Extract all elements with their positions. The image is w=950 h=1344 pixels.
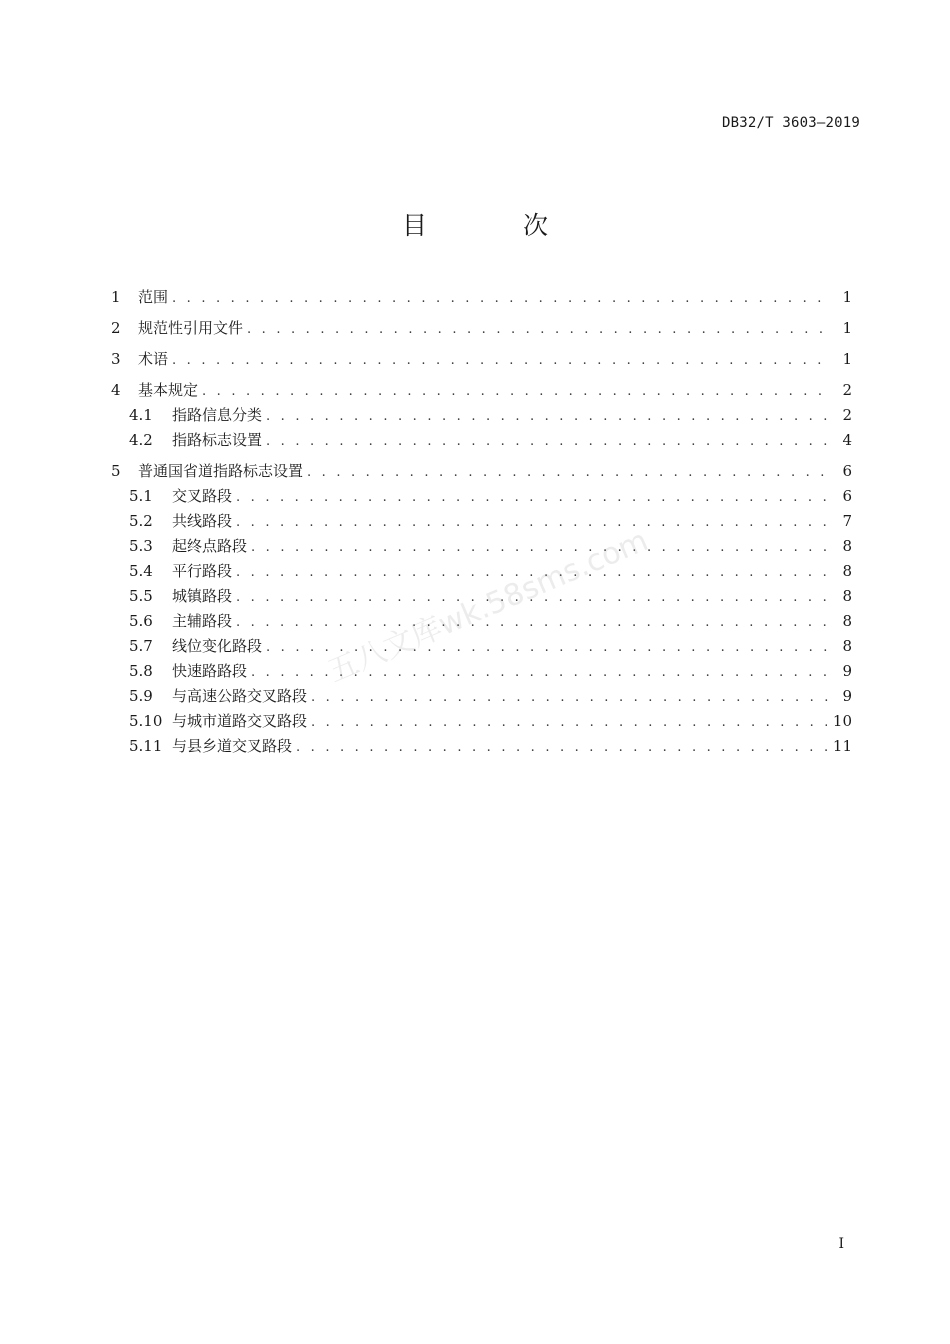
toc-dot-leader [266,404,830,429]
toc-dot-leader [236,510,830,535]
toc-dot-leader [266,635,830,660]
toc-entry[interactable] [111,428,852,453]
toc-dot-leader [202,379,830,404]
toc-dot-leader [307,460,830,485]
toc-entry-title[interactable]: 范围 [138,288,169,306]
toc-entry-title[interactable]: 指路信息分类 [172,406,263,424]
toc-entry-page[interactable]: 4 [842,431,852,449]
toc-entry[interactable] [111,484,852,509]
toc-entry[interactable] [111,559,852,584]
toc-entry[interactable] [111,285,852,310]
toc-entry-number: 4.2 [129,431,153,449]
toc-dot-leader [172,348,830,373]
toc-entry-title[interactable]: 与高速公路交叉路段 [172,687,308,705]
toc-entry-page[interactable]: 8 [842,587,852,605]
toc-entry-number: 5.2 [129,512,153,530]
toc-entry-title[interactable]: 基本规定 [138,381,199,399]
page-title: 目 次 [402,211,592,240]
toc-dot-leader [311,685,830,710]
toc-entry-page[interactable]: 9 [842,662,852,680]
toc-entry-title[interactable]: 快速路路段 [172,662,248,680]
toc-entry[interactable] [111,584,852,609]
toc-entry-number: 5.8 [129,662,153,680]
toc-dot-leader [266,429,830,454]
toc-entry-number: 5.9 [129,687,153,705]
toc-entry-number: 2 [111,319,121,337]
toc-entry[interactable] [111,659,852,684]
toc-entry-title[interactable]: 共线路段 [172,512,233,530]
toc-entry-title[interactable]: 指路标志设置 [172,431,263,449]
toc-entry-page[interactable]: 9 [842,687,852,705]
toc-entry[interactable] [111,734,852,759]
toc-entry[interactable] [111,634,852,659]
toc-entry-page[interactable]: 6 [842,462,852,480]
toc-entry-page[interactable]: 1 [842,350,852,368]
toc-entry-number: 5.11 [129,737,163,755]
toc-entry-title[interactable]: 规范性引用文件 [138,319,244,337]
toc-entry-page[interactable]: 8 [842,562,852,580]
toc-entry-number: 5.4 [129,562,153,580]
toc-entry-page[interactable]: 2 [842,381,852,399]
toc-dot-leader [236,610,830,635]
toc-entry-number: 5.1 [129,487,153,505]
toc-entry[interactable] [111,609,852,634]
toc-dot-leader [251,660,830,685]
toc-entry-number: 5.3 [129,537,153,555]
toc-entry[interactable] [111,684,852,709]
toc-entry-number: 5 [111,462,121,480]
toc-entry-number: 4 [111,381,121,399]
toc-entry-page[interactable]: 7 [842,512,852,530]
toc-entry-page[interactable]: 8 [842,612,852,630]
toc-entry-page[interactable]: 8 [842,637,852,655]
toc-entry[interactable] [111,709,852,734]
toc-dot-leader [311,710,827,735]
toc-entry-number: 5.6 [129,612,153,630]
toc-entry[interactable] [111,403,852,428]
toc-entry-title[interactable]: 起终点路段 [172,537,248,555]
toc-entry-page[interactable]: 10 [832,712,852,730]
toc-entry-title[interactable]: 平行路段 [172,562,233,580]
toc-entry-title[interactable]: 术语 [138,350,169,368]
toc-dot-leader [172,286,830,311]
toc-entry-title[interactable]: 与县乡道交叉路段 [172,737,293,755]
toc-entry-title[interactable]: 主辅路段 [172,612,233,630]
toc-entry-title[interactable]: 交叉路段 [172,487,233,505]
toc-entry[interactable] [111,509,852,534]
toc-entry-title[interactable]: 城镇路段 [172,587,233,605]
toc-dot-leader [236,560,830,585]
toc-entry-number: 3 [111,350,121,368]
toc-entry[interactable] [111,347,852,372]
toc-entry-number: 1 [111,288,121,306]
toc-dot-leader [236,585,830,610]
page-number: I [838,1236,844,1252]
toc-entry-page[interactable]: 1 [842,319,852,337]
toc-entry-number: 5.5 [129,587,153,605]
toc-entry-number: 5.7 [129,637,153,655]
toc-dot-leader [247,317,830,342]
toc-entry[interactable] [111,378,852,403]
toc-entry-page[interactable]: 11 [832,737,852,755]
watermark: 五八文库wk.58sms.com [323,523,654,690]
toc-entry-title[interactable]: 与城市道路交叉路段 [172,712,308,730]
toc-entry[interactable] [111,316,852,341]
toc-entry-page[interactable]: 2 [842,406,852,424]
toc-entry[interactable] [111,534,852,559]
toc-entry-page[interactable]: 8 [842,537,852,555]
toc-entry-page[interactable]: 1 [842,288,852,306]
table-of-contents [111,285,852,759]
toc-dot-leader [251,535,830,560]
toc-entry-title[interactable]: 普通国省道指路标志设置 [138,462,304,480]
toc-entry[interactable] [111,459,852,484]
toc-entry-page[interactable]: 6 [842,487,852,505]
toc-entry-title[interactable]: 线位变化路段 [172,637,263,655]
toc-dot-leader [236,485,830,510]
toc-entry-number: 5.10 [129,712,163,730]
document-code: DB32/T 3603—2019 [721,115,860,131]
toc-entry-number: 4.1 [129,406,153,424]
toc-dot-leader [296,735,827,760]
